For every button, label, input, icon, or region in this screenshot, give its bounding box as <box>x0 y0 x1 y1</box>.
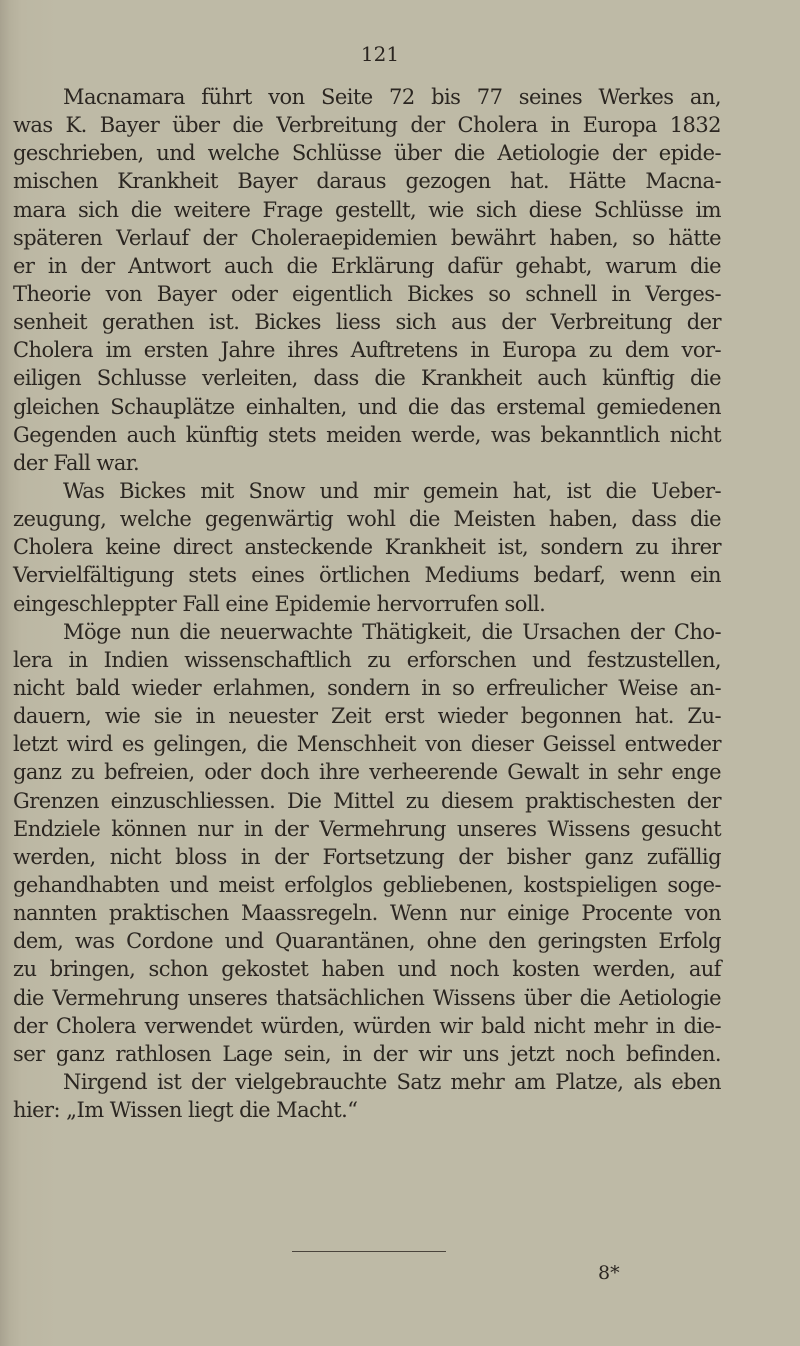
text-line: Möge nun die neuerwachte Thätigkeit, die Ursachen der Cho- <box>63 619 721 644</box>
signature-mark: 8* <box>598 1262 620 1284</box>
text-line: gehandhabten und meist erfolglos gebliebenen, kostspieligen soge- <box>13 872 721 897</box>
text-line: eingeschleppter Fall eine Epidemie hervorrufen soll. <box>13 591 546 616</box>
text-line: Grenzen einzuschliessen. Die Mittel zu diesem praktischesten der <box>13 788 721 813</box>
text-line: ser ganz rathlosen Lage sein, in der wir uns jetzt noch befinden. <box>13 1041 721 1066</box>
text-line: Macnamara führt von Seite 72 bis 77 seines Werkes an, <box>63 85 721 109</box>
text-line: die Vermehrung unseres thatsächlichen Wissens über die Aetiologie <box>13 985 721 1010</box>
text-line: eiligen Schlusse verleiten, dass die Krankheit auch künftig die <box>13 366 721 391</box>
text-line: geschrieben, und welche Schlüsse über die Aetiologie der epide- <box>13 141 721 166</box>
text-line: senheit gerathen ist. Bickes liess sich aus der Verbreitung der <box>13 310 721 335</box>
text-line: der Cholera verwendet würden, würden wir bald nicht mehr in die- <box>13 1013 721 1038</box>
text-line: mischen Krankheit Bayer daraus gezogen hat. Hätte Macna- <box>13 169 721 194</box>
text-line: nicht bald wieder erlahmen, sondern in so erfreulicher Weise an- <box>13 675 721 700</box>
text-line: Theorie von Bayer oder eigentlich Bickes so schnell in Verges- <box>13 281 721 306</box>
paragraph-3 <box>13 618 721 1068</box>
text-line: Gegenden auch künftig stets meiden werde, was bekanntlich nicht <box>13 422 721 447</box>
text-line: Cholera im ersten Jahre ihres Auftretens in Europa zu dem vor- <box>13 338 721 363</box>
text-line: er in der Antwort auch die Erklärung dafür gehabt, warum die <box>13 253 721 278</box>
text-line: mara sich die weitere Frage gestellt, wie sich diese Schlüsse im <box>13 197 721 222</box>
text-line: Was Bickes mit Snow und mir gemein hat, ist die Ueber- <box>63 478 721 503</box>
text-line: zeugung, welche gegenwärtig wohl die Meisten haben, dass die <box>13 507 721 532</box>
paragraph-1 <box>13 83 721 477</box>
text-line: Nirgend ist der vielgebrauchte Satz mehr am Platze, als eben <box>63 1069 721 1094</box>
text-line: hier: „Im Wissen liegt die Macht.“ <box>13 1098 358 1123</box>
text-line: werden, nicht bloss in der Fortsetzung der bisher ganz zufällig <box>13 844 721 869</box>
text-line: zu bringen, schon gekostet haben und noch kosten werden, auf <box>13 957 721 982</box>
paragraph-4 <box>13 1068 721 1124</box>
paragraph-2 <box>13 477 721 618</box>
text-line: dauern, wie sie in neuester Zeit erst wieder begonnen hat. Zu- <box>13 704 721 729</box>
text-line: gleichen Schauplätze einhalten, und die das erstemal gemiedenen <box>13 394 721 419</box>
text-line: späteren Verlauf der Choleraepidemien bewährt haben, so hätte <box>13 225 721 250</box>
text-line: der Fall war. <box>13 450 140 475</box>
text-line: nannten praktischen Maassregeln. Wenn nur einige Procente von <box>13 901 721 926</box>
text-line: Cholera keine direct ansteckende Krankheit ist, sondern zu ihrer <box>13 535 721 560</box>
text-line: Vervielfältigung stets eines örtlichen Mediums bedarf, wenn ein <box>13 563 721 588</box>
page-number: 121 <box>360 42 400 66</box>
text-line: letzt wird es gelingen, die Menschheit von dieser Geissel entweder <box>13 732 721 757</box>
text-line: was K. Bayer über die Verbreitung der Cholera in Europa 1832 <box>13 113 721 138</box>
text-line: Endziele können nur in der Vermehrung unseres Wissens gesucht <box>13 816 721 841</box>
end-rule <box>292 1251 446 1252</box>
text-line: lera in Indien wissenschaftlich zu erforschen und festzustellen, <box>13 647 721 672</box>
text-line: ganz zu befreien, oder doch ihre verheerende Gewalt in sehr enge <box>13 760 721 785</box>
body-text <box>13 83 721 1124</box>
text-line: dem, was Cordone und Quarantänen, ohne den geringsten Erfolg <box>13 929 721 954</box>
